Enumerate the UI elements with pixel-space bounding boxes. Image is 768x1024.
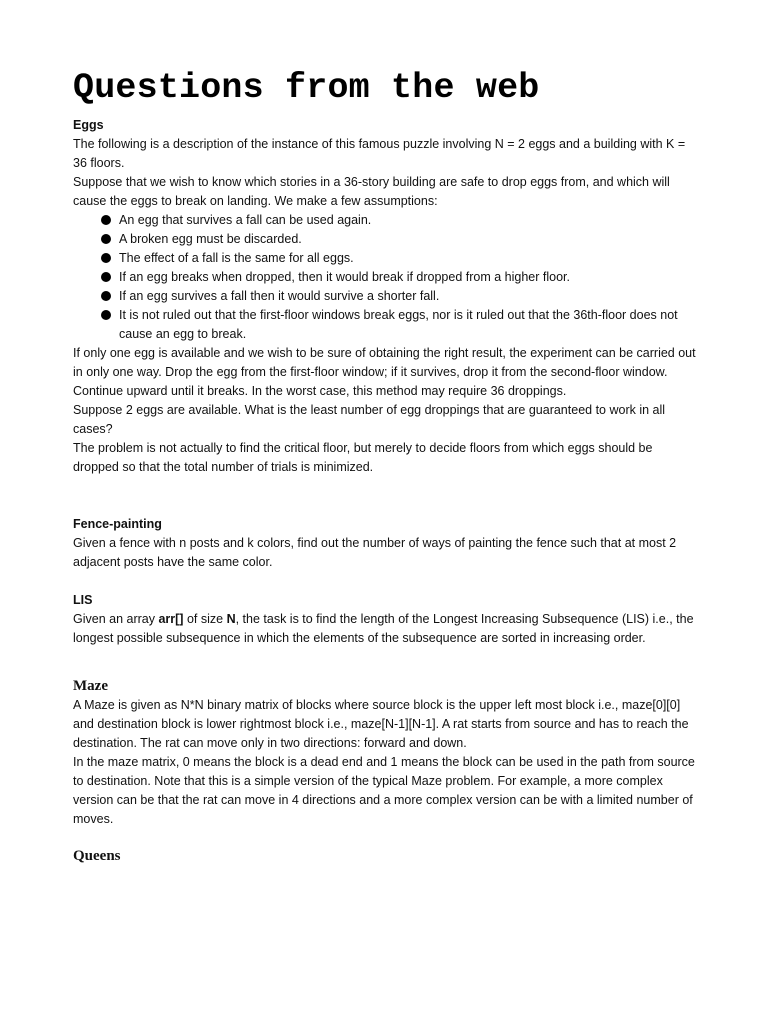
eggs-assumptions-intro: Suppose that we wish to know which stories in a 36-story building are safe to drop eggs from, and which will cause the eggs to break on landing. We make a few assumptions: xyxy=(73,175,670,208)
page-title: Questions from the web xyxy=(73,68,540,108)
list-item xyxy=(101,230,698,249)
section-spacer xyxy=(73,648,698,676)
list-item-text: It is not ruled out that the first-floor windows break eggs, nor is it ruled out that the 36th-floor does not cause an egg to break. xyxy=(119,308,678,341)
bullet-icon xyxy=(101,234,111,244)
list-item-text: An egg that survives a fall can be used again. xyxy=(119,213,372,227)
lis-text-part: of size xyxy=(183,612,227,626)
eggs-heading: Eggs xyxy=(73,118,104,132)
maze-heading: Maze xyxy=(73,678,108,694)
section-spacer xyxy=(73,829,698,846)
bullet-icon xyxy=(101,272,111,282)
list-item-text: If an egg survives a fall then it would survive a shorter fall. xyxy=(119,289,440,303)
lis-section xyxy=(73,591,698,648)
bullet-icon xyxy=(101,310,111,320)
maze-matrix-paragraph: In the maze matrix, 0 means the block is a dead end and 1 means the block can be used in the path from source to destination. Note that this is a simple version of the typical Maze problem. For example, a more complex version can be that the rat can move in 4 directions and a more complex version can be with a limited number of moves. xyxy=(73,755,695,826)
list-item xyxy=(101,268,698,287)
fence-paragraph: Given a fence with n posts and k colors, find out the number of ways of painting the fence such that at most 2 adjacent posts have the same color. xyxy=(73,536,677,569)
eggs-intro-paragraph: The following is a description of the instance of this famous puzzle involving N = 2 eggs and a building with K = 36 floors. xyxy=(73,137,686,170)
list-item xyxy=(101,306,698,344)
eggs-question-paragraph: Suppose 2 eggs are available. What is the least number of egg droppings that are guaranteed to work in all cases? xyxy=(73,403,666,436)
maze-description-paragraph: A Maze is given as N*N binary matrix of blocks where source block is the upper left most block i.e., maze[0][0] and destination block is lower rightmost block i.e., maze[N-1][N-1]. A rat starts from source and has to reach the destination. The rat can move only in two directions: forward and down. xyxy=(73,698,689,750)
list-item-text: A broken egg must be discarded. xyxy=(119,232,302,246)
section-spacer xyxy=(73,477,698,515)
list-item xyxy=(101,211,698,230)
section-spacer xyxy=(73,572,698,591)
assumptions-list xyxy=(73,211,698,344)
queens-section xyxy=(73,846,698,866)
lis-n-term: N xyxy=(226,612,236,626)
eggs-one-egg-paragraph: If only one egg is available and we wish to be sure of obtaining the right result, the experiment can be carried out in only one way. Drop the egg from the first-floor window; if it survives, drop it from the second-floor window. Continue upward until it breaks. In the worst case, this method may require 36 droppings. xyxy=(73,346,696,398)
lis-paragraph xyxy=(73,610,698,648)
eggs-section xyxy=(73,116,698,477)
fence-heading: Fence-painting xyxy=(73,517,162,531)
lis-heading: LIS xyxy=(73,593,93,607)
list-item xyxy=(101,249,698,268)
list-item-text: The effect of a fall is the same for all eggs. xyxy=(119,251,354,265)
maze-section xyxy=(73,676,698,829)
list-item xyxy=(101,287,698,306)
fence-section xyxy=(73,515,698,572)
lis-arr-term: arr[] xyxy=(158,612,184,626)
list-item-text: If an egg breaks when dropped, then it would break if dropped from a higher floor. xyxy=(119,270,570,284)
bullet-icon xyxy=(101,291,111,301)
queens-heading: Queens xyxy=(73,848,121,864)
lis-text-part: , the task is to find the length of the Longest Increasing Subsequence (LIS) i.e., the longest possible subsequence in which the elements of the subsequence are sorted in increasing order. xyxy=(73,612,694,645)
lis-text-part: Given an array xyxy=(73,612,159,626)
bullet-icon xyxy=(101,215,111,225)
document-page xyxy=(73,62,698,866)
bullet-icon xyxy=(101,253,111,263)
eggs-goal-paragraph: The problem is not actually to find the critical floor, but merely to decide floors from which eggs should be dropped so that the total number of trials is minimized. xyxy=(73,441,653,474)
